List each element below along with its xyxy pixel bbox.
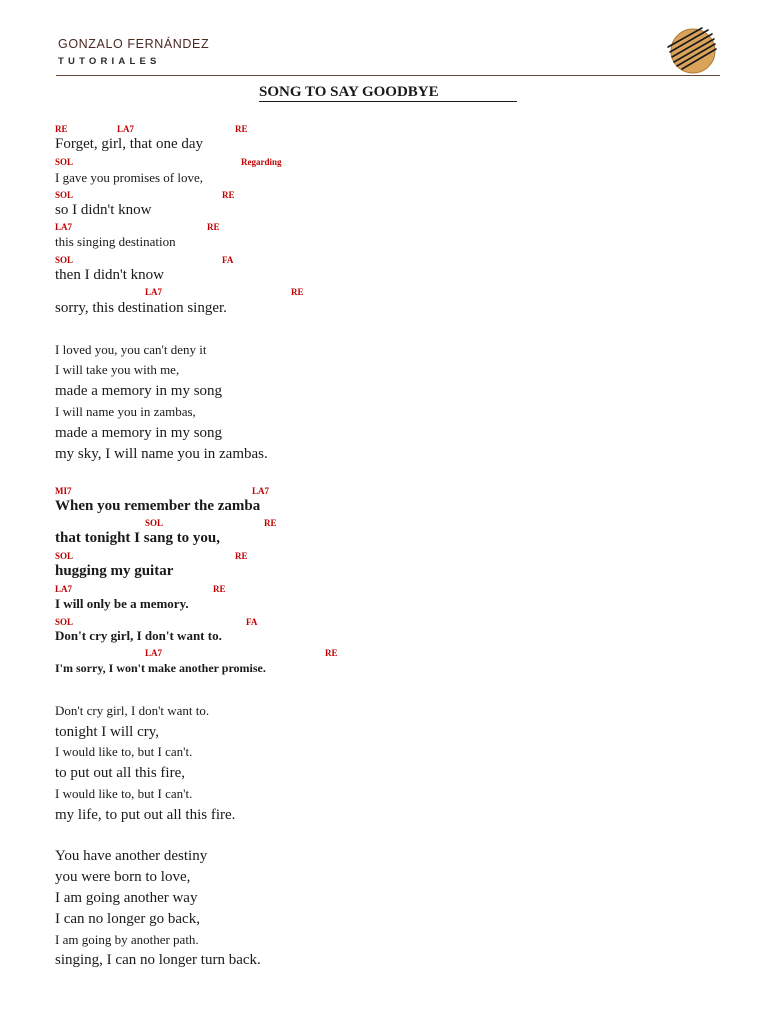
chord-label: RE xyxy=(291,287,304,297)
lyric-line: made a memory in my song xyxy=(55,383,223,399)
chord-label: SOL xyxy=(55,551,74,561)
header-divider xyxy=(56,75,720,76)
lyric-line: I can no longer go back, xyxy=(55,911,200,927)
chord-label: RE xyxy=(264,518,277,528)
lyric-line: You have another destiny xyxy=(55,848,208,864)
chord-label: LA7 xyxy=(55,222,73,232)
lyric-line: made a memory in my song xyxy=(55,425,223,441)
lyric-line: so I didn't know xyxy=(55,202,152,218)
chord-label: RE xyxy=(213,584,226,594)
brand-name: GONZALO FERNÁNDEZ xyxy=(58,37,210,51)
chord-label: SOL xyxy=(55,190,74,200)
lyric-line: I will name you in zambas, xyxy=(55,404,196,419)
chord-label: RE xyxy=(235,124,248,134)
lyric-line: to put out all this fire, xyxy=(55,765,185,781)
lyric-line: I will take you with me, xyxy=(55,362,180,377)
lyric-line: hugging my guitar xyxy=(55,563,174,579)
lyric-line: I would like to, but I can't. xyxy=(55,744,193,759)
lyric-line: I am going by another path. xyxy=(55,932,199,947)
chord-label: LA7 xyxy=(145,648,163,658)
chord-label: RE xyxy=(325,648,338,658)
chord-label: SOL xyxy=(145,518,164,528)
chord-label: RE xyxy=(55,124,68,134)
chord-label: LA7 xyxy=(252,486,270,496)
chord-label: RE xyxy=(222,190,235,200)
lyric-line: I would like to, but I can't. xyxy=(55,786,193,801)
lyric-line: sorry, this destination singer. xyxy=(55,300,227,316)
lyric-line: I'm sorry, I won't make another promise. xyxy=(55,661,266,675)
lyric-line: my sky, I will name you in zambas. xyxy=(55,446,268,462)
lyric-line: I am going another way xyxy=(55,890,198,906)
chord-label: Regarding xyxy=(241,157,282,167)
chord-label: LA7 xyxy=(55,584,73,594)
lyric-line: I loved you, you can't deny it xyxy=(55,342,207,357)
chord-label: RE xyxy=(207,222,220,232)
song-title: SONG TO SAY GOODBYE xyxy=(259,84,439,100)
lyric-line: Don't cry girl, I don't want to. xyxy=(55,703,210,718)
lyric-line: you were born to love, xyxy=(55,869,191,885)
chord-label: SOL xyxy=(55,617,74,627)
lyric-line: my life, to put out all this fire. xyxy=(55,807,236,823)
lyric-line: then I didn't know xyxy=(55,267,164,283)
chord-label: SOL xyxy=(55,157,74,167)
lyric-line: When you remember the zamba xyxy=(55,498,261,514)
lyric-line: Don't cry girl, I don't want to. xyxy=(55,628,222,643)
guitar-logo-icon xyxy=(662,22,720,74)
lyric-line: this singing destination xyxy=(55,234,176,249)
chord-label: MI7 xyxy=(55,486,72,496)
brand-subtitle: TUTORIALES xyxy=(58,56,161,67)
title-underline xyxy=(259,101,517,102)
chord-label: SOL xyxy=(55,255,74,265)
chord-label: FA xyxy=(246,617,258,627)
lyric-line: Forget, girl, that one day xyxy=(55,136,204,152)
lyric-line: singing, I can no longer turn back. xyxy=(55,952,261,968)
chord-label: LA7 xyxy=(117,124,135,134)
chord-label: LA7 xyxy=(145,287,163,297)
lyric-line: tonight I will cry, xyxy=(55,724,160,740)
lyric-line: I gave you promises of love, xyxy=(55,170,204,185)
chord-label: FA xyxy=(222,255,234,265)
lyric-line: that tonight I sang to you, xyxy=(55,530,221,546)
chord-label: RE xyxy=(235,551,248,561)
lyric-line: I will only be a memory. xyxy=(55,596,189,611)
